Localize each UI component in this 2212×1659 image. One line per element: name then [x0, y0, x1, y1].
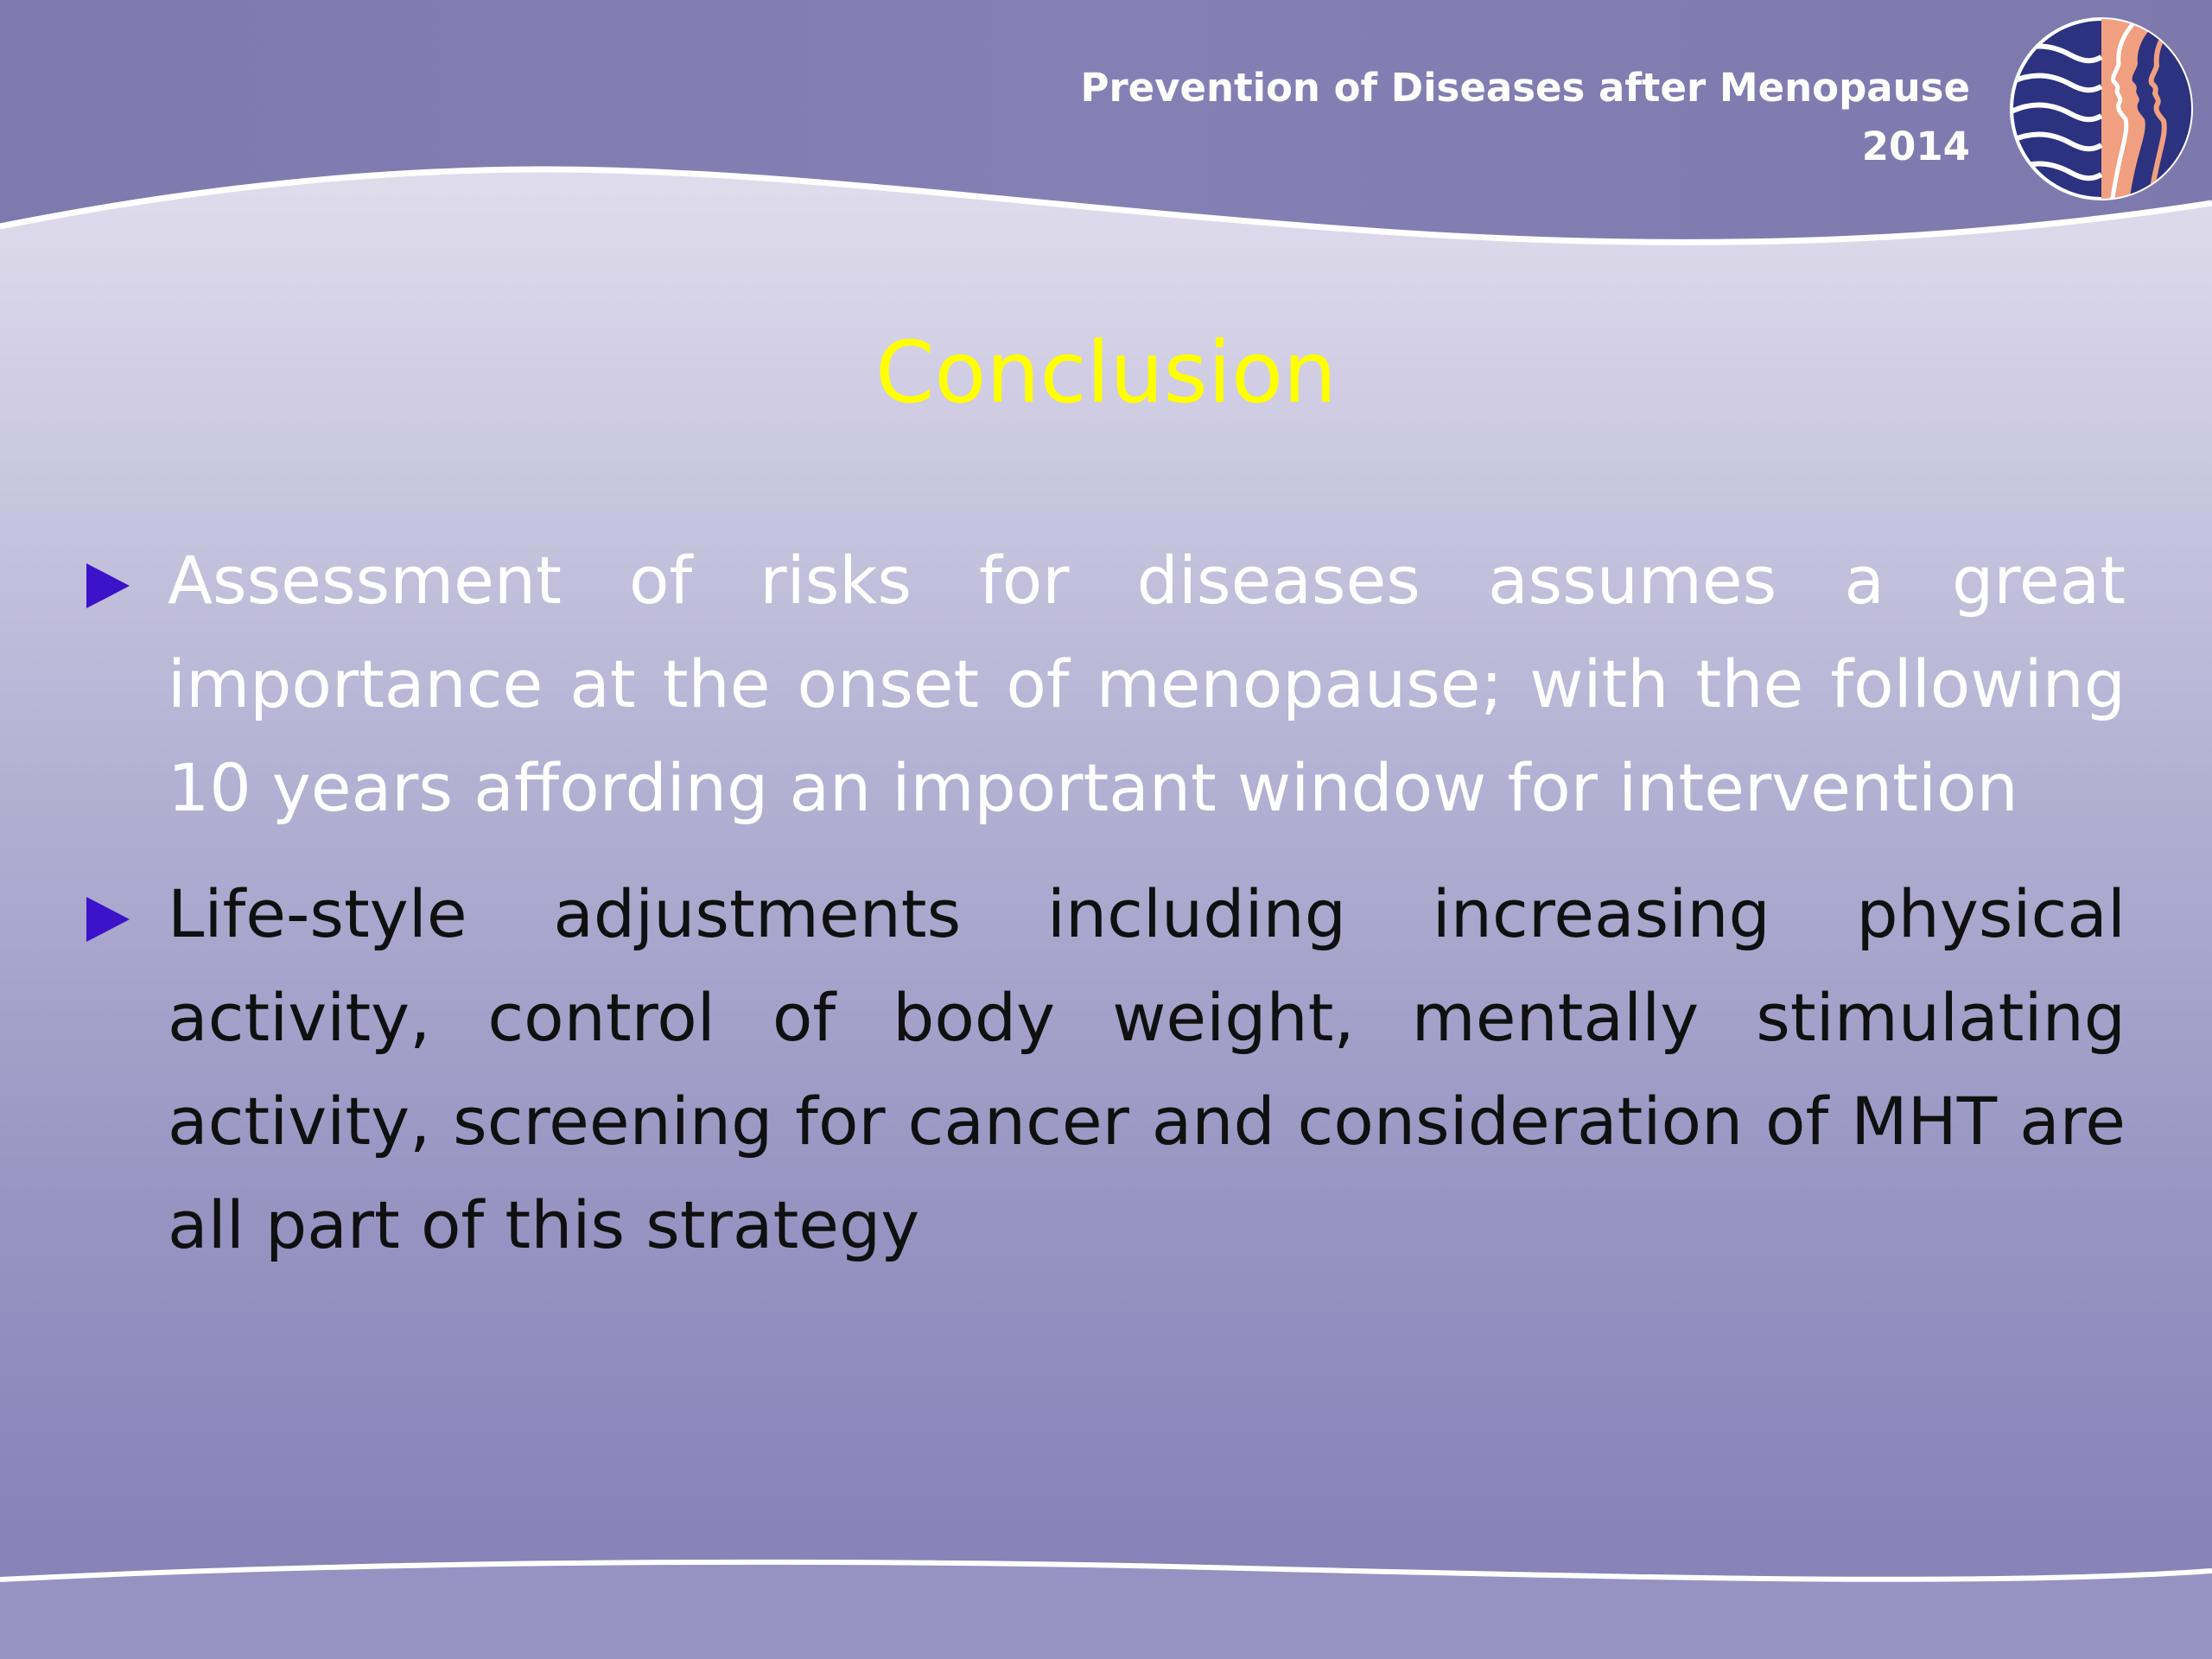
bullet-list: [86, 529, 2126, 1300]
conference-title: [1080, 59, 1970, 176]
footer-band: [0, 1538, 2212, 1659]
bullet-text: Life-style adjustments including increasing physical activity, control of body weight, mentally stimulating activity, screening for cancer and consideration of MHT are all part of this strategy: [168, 875, 2126, 1263]
bullet-text: Assessment of risks for diseases assumes a great importance at the onset of menopause; with the following 10 years affording an important window for intervention: [168, 542, 2126, 826]
conference-title-line: Prevention of Diseases after Menopause: [1080, 65, 1970, 111]
bullet-item: [86, 862, 2126, 1277]
triangle-bullet-icon: [86, 563, 130, 608]
profile-faces-logo-icon: [2006, 14, 2196, 204]
bullet-item: [86, 529, 2126, 840]
triangle-bullet-icon: [86, 897, 130, 942]
conference-year: 2014: [1861, 124, 1970, 169]
slide-title: Conclusion: [874, 324, 1338, 423]
